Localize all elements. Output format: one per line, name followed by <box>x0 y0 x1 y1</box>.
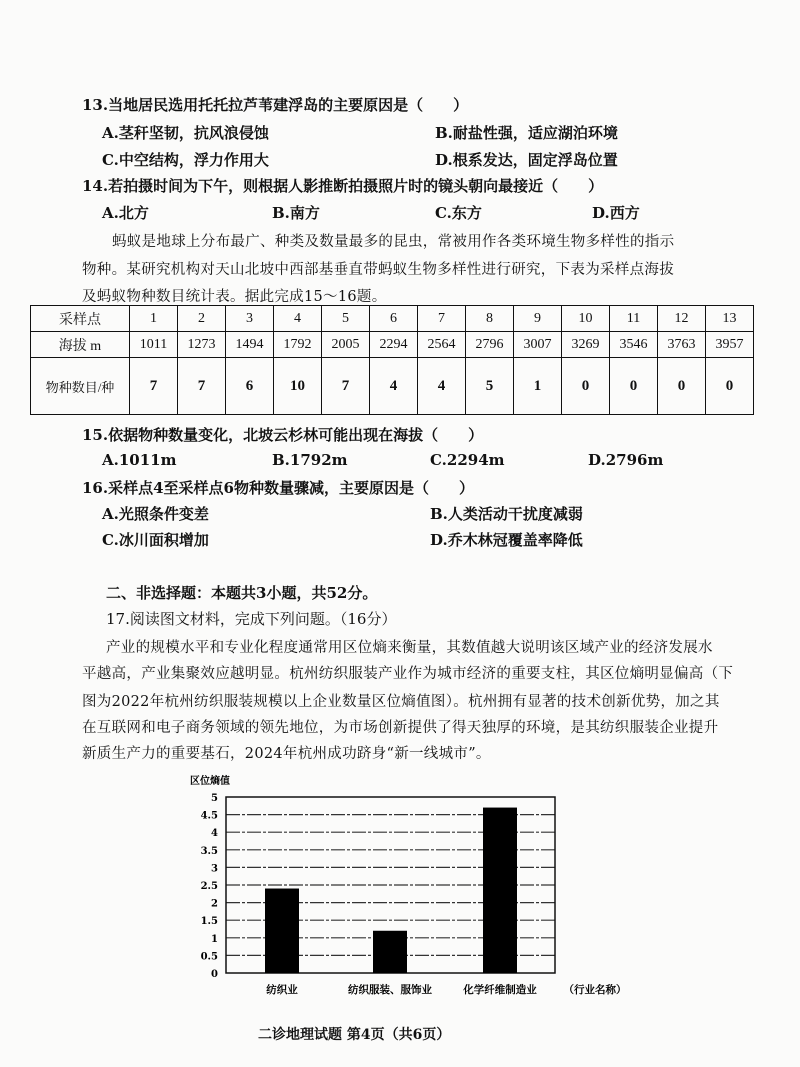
y-axis-label: 区位熵值 <box>190 776 230 787</box>
q17-line: 在互联网和电子商务领域的领先地位，为市场创新提供了得天独厚的环境，是其纺织服装企业提升 <box>82 720 719 736</box>
table-cell: 4 <box>370 358 418 415</box>
table-cell: 3269 <box>562 332 610 358</box>
table-cell: 7 <box>418 306 466 332</box>
q17-line: 产业的规模水平和专业化程度通常用区位熵来衡量，其数值越大说明该区域产业的经济发展水 <box>106 640 713 656</box>
x-tick-label: 化学纤维制造业 <box>463 984 537 996</box>
q17-stem: 17.阅读图文材料，完成下列问题。（16分） <box>106 610 397 628</box>
bar <box>483 808 517 973</box>
table-cell: 0 <box>610 358 658 415</box>
table-cell: 8 <box>466 306 514 332</box>
section-heading: 二、非选择题：本题共3小题，共52分。 <box>106 584 378 602</box>
q16-option-b: B.人类活动干扰度减弱 <box>430 505 583 523</box>
q17-line: 新质生产力的重要基石，2024年杭州成功跻身“新一线城市”。 <box>82 746 491 762</box>
table-cell: 7 <box>130 358 178 415</box>
y-tick-label: 0 <box>211 969 218 980</box>
material-line: 及蚂蚁物种数目统计表。据此完成15～16题。 <box>82 289 387 305</box>
q13-option-a: A.茎秆坚韧，抗风浪侵蚀 <box>102 124 269 142</box>
table-cell: 12 <box>658 306 706 332</box>
y-tick-label: 1 <box>211 933 218 945</box>
table-cell: 5 <box>466 358 514 415</box>
bar <box>373 931 407 973</box>
table-cell: 6 <box>226 358 274 415</box>
bar <box>265 889 299 973</box>
row-label: 采样点 <box>31 306 130 332</box>
y-tick-label: 5 <box>211 793 218 804</box>
table-cell: 10 <box>274 358 322 415</box>
table-cell: 3546 <box>610 332 658 358</box>
q16-option-a: A.光照条件变差 <box>102 505 209 523</box>
table-cell: 6 <box>370 306 418 332</box>
q13-option-d: D.根系发达，固定浮岛位置 <box>435 151 618 169</box>
table-cell: 5 <box>322 306 370 332</box>
y-tick-label: 0.5 <box>200 951 218 963</box>
table-cell: 3 <box>226 306 274 332</box>
q17-line: 平越高，产业集聚效应越明显。杭州纺织服装产业作为城市经济的重要支柱，其区位熵明显偏高（下 <box>82 666 734 682</box>
table-cell: 0 <box>658 358 706 415</box>
material-line: 蚂蚁是地球上分布最广、种类及数量最多的昆虫，常被用作各类环境生物多样性的指示 <box>112 234 675 250</box>
sampling-table <box>30 305 754 415</box>
table-cell: 0 <box>562 358 610 415</box>
table-cell: 0 <box>706 358 754 415</box>
q15-option-a: A.1011m <box>102 451 177 469</box>
q13-stem: 13.当地居民选用托托拉芦苇建浮岛的主要原因是（ ） <box>82 96 469 114</box>
y-tick-label: 2.5 <box>200 881 218 892</box>
table-cell: 11 <box>610 306 658 332</box>
table-cell: 2294 <box>370 332 418 358</box>
row-label: 物种数目/种 <box>31 358 130 415</box>
y-tick-label: 2 <box>211 898 218 910</box>
table-cell: 13 <box>706 306 754 332</box>
x-axis-label: （行业名称） <box>563 984 627 996</box>
table-cell: 1011 <box>130 332 178 358</box>
q14-stem: 14.若拍摄时间为下午，则根据人影推断拍摄照片时的镜头朝向最接近（ ） <box>82 177 604 195</box>
table-cell: 3007 <box>514 332 562 358</box>
q14-option-a: A.北方 <box>102 204 149 222</box>
q16-option-d: D.乔木林冠覆盖率降低 <box>430 531 583 549</box>
y-tick-label: 4 <box>211 828 218 840</box>
q16-stem: 16.采样点4至采样点6物种数量骤减，主要原因是（ ） <box>82 479 474 497</box>
y-tick-label: 3 <box>211 863 218 875</box>
q16-option-c: C.冰川面积增加 <box>102 531 209 549</box>
q15-option-b: B.1792m <box>272 451 348 469</box>
q13-option-c: C.中空结构，浮力作用大 <box>102 151 269 169</box>
y-tick-label: 1.5 <box>200 916 218 928</box>
table-cell: 2 <box>178 306 226 332</box>
table-cell: 1 <box>130 306 178 332</box>
q17-line: 图为2022年杭州纺织服装规模以上企业数量区位熵值图）。杭州拥有显著的技术创新优势，加之其 <box>82 694 720 710</box>
table-cell: 3957 <box>706 332 754 358</box>
table-cell: 1494 <box>226 332 274 358</box>
table-cell: 1 <box>514 358 562 415</box>
table-cell: 9 <box>514 306 562 332</box>
material-line: 物种。某研究机构对天山北坡中西部基垂直带蚂蚁生物多样性进行研究，下表为采样点海拔 <box>82 262 674 278</box>
table-cell: 7 <box>322 358 370 415</box>
table-cell: 10 <box>562 306 610 332</box>
q15-option-c: C.2294m <box>430 451 505 469</box>
table-cell: 3763 <box>658 332 706 358</box>
y-tick-label: 3.5 <box>200 845 218 857</box>
x-tick-label: 纺织服装、服饰业 <box>348 984 432 996</box>
page-footer: 二诊地理试题 第4页（共6页） <box>258 1027 451 1043</box>
table-cell: 1792 <box>274 332 322 358</box>
q15-option-d: D.2796m <box>588 451 664 469</box>
table-cell: 2005 <box>322 332 370 358</box>
q15-stem: 15.依据物种数量变化，北坡云杉林可能出现在海拔（ ） <box>82 426 484 444</box>
table-cell: 4 <box>418 358 466 415</box>
table-cell: 2564 <box>418 332 466 358</box>
q13-option-b: B.耐盐性强，适应湖泊环境 <box>435 124 618 142</box>
y-tick-label: 4.5 <box>200 810 218 822</box>
table-cell: 2796 <box>466 332 514 358</box>
q14-option-b: B.南方 <box>272 204 320 222</box>
table-cell: 7 <box>178 358 226 415</box>
q14-option-c: C.东方 <box>435 204 482 222</box>
location-quotient-chart <box>150 770 627 1000</box>
q14-option-d: D.西方 <box>592 204 640 222</box>
row-label: 海拔 m <box>31 332 130 358</box>
table-cell: 1273 <box>178 332 226 358</box>
x-tick-label: 纺织业 <box>266 984 298 996</box>
table-cell: 4 <box>274 306 322 332</box>
